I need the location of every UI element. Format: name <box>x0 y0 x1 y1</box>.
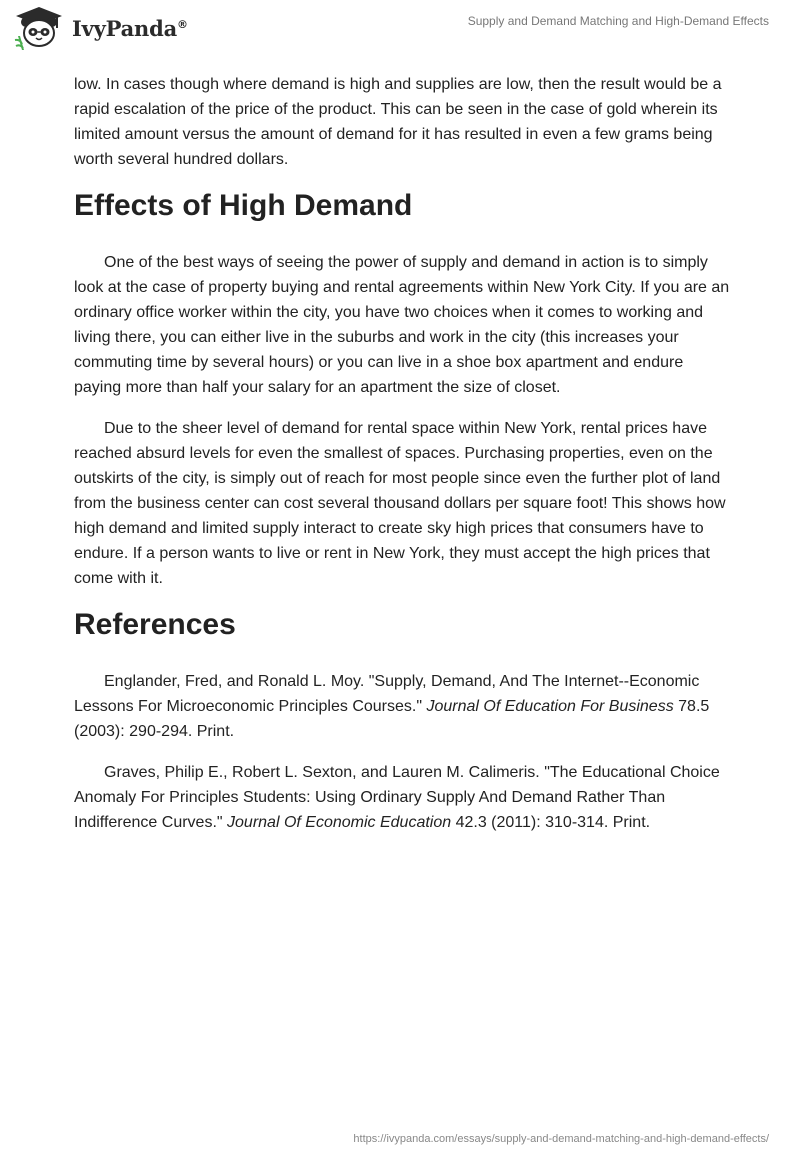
reference-text: Graves, Philip E., Robert L. Sexton, and Lauren M. Calimeris. "The Educational Choice Anomaly For Principles Students: Using Ordinary Supply And Demand Rather Than Indifference Curves." <box>74 764 720 831</box>
heading-references: References <box>74 608 236 641</box>
reference-journal: Journal Of Education For Business <box>426 698 674 715</box>
essay-content <box>74 72 734 851</box>
effects-paragraph-2: Due to the sheer level of demand for rental space within New York, rental prices have reached absurd levels for even the smallest of spaces. Purchasing properties, even on the outskirts of the city, is simply out of reach for most people since even the further plot of land from the business center can cost several thousand dollars per square foot! This shows how high demand and limited supply interact to create sky high prices that consumers have to endure. If a person wants to live or rent in New York, they must accept the high prices that come with it. <box>74 420 726 587</box>
ivypanda-logo[interactable] <box>12 6 188 50</box>
reference-item-1 <box>74 669 734 744</box>
document-title: Supply and Demand Matching and High-Demand Effects <box>467 14 769 28</box>
panda-graduate-icon <box>12 6 66 50</box>
page-header <box>0 0 800 64</box>
reference-details: 42.3 (2011): 310-314. Print. <box>451 814 651 831</box>
reference-text: Englander, Fred, and Ronald L. Moy. "Supply, Demand, And The Internet--Economic Lessons For Microeconomic Principles Courses." <box>74 673 700 715</box>
reference-details: 78.5 (2003): 290-294. Print. <box>74 698 710 740</box>
heading-effects-of-high-demand: Effects of High Demand <box>74 189 413 222</box>
footer-url-link[interactable]: https://ivypanda.com/essays/supply-and-demand-matching-and-high-demand-effects/ <box>353 1133 769 1145</box>
registered-mark: ® <box>177 17 188 31</box>
intro-paragraph: low. In cases though where demand is high and supplies are low, then the result would be a rapid escalation of the price of the product. This can be seen in the case of gold wherein its limited amount versus the amount of demand for it has resulted in even a few grams being worth several hundred dollars. <box>74 76 722 168</box>
logo-text: IvyPanda® <box>72 15 188 41</box>
reference-journal: Journal Of Economic Education <box>227 814 452 831</box>
reference-item-2 <box>74 760 734 835</box>
effects-paragraph-1: One of the best ways of seeing the power of supply and demand in action is to simply look at the case of property buying and rental agreements within New York City. If you are an ordinary office worker within the city, you have two choices when it comes to working and living there, you can either live in the suburbs and work in the city (this increases your commuting time by several hours) or you can live in a shoe box apartment and endure paying more than half your salary for an apartment the size of closet. <box>74 254 730 396</box>
